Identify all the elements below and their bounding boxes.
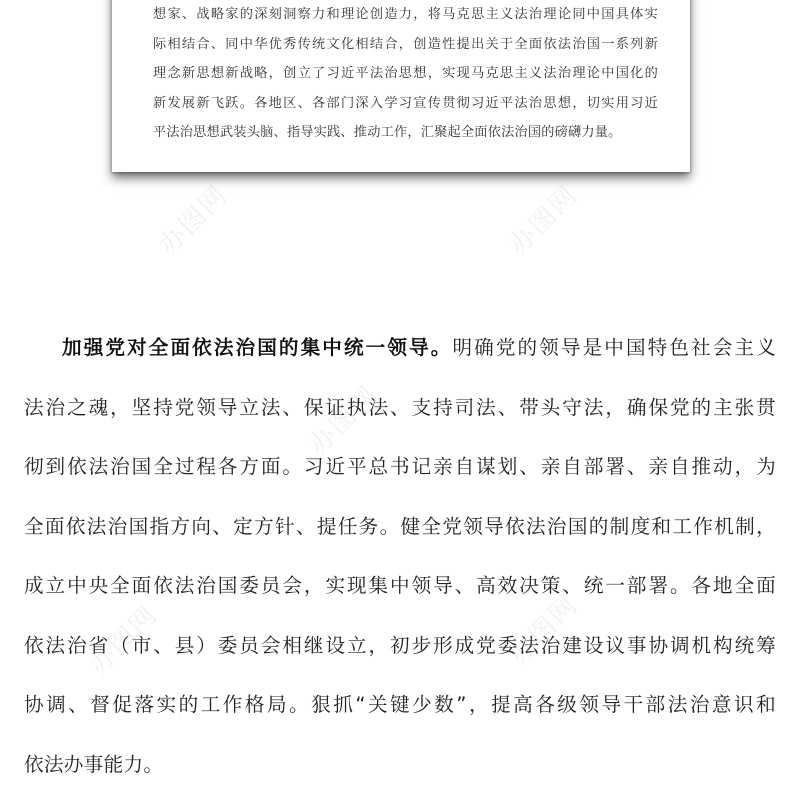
- quote-line: 理念新思想新战略，创立了习近平法治思想，实现马克思主义法治理论中国化的: [153, 66, 658, 81]
- body-paragraph: [24, 318, 776, 794]
- watermark: 办图网: [153, 179, 235, 261]
- quote-line: 想家、战略家的深刻洞察力和理论创造力，将马克思主义法治理论同中国具体实: [153, 7, 658, 22]
- quote-line: 新发展新飞跃。各地区、各部门深入学习宣传贯彻习近平法治思想，切实用习近: [153, 95, 658, 111]
- paragraph-lead: 加强党对全面依法治国的集中统一领导。: [62, 336, 453, 359]
- paragraph-line: 依法治省（市、县）委员会相继设立，初步形成党委法治建设议事协调机构统筹: [24, 633, 776, 657]
- paragraph-line: 依法办事能力。: [24, 752, 164, 776]
- paragraph-line: 协调、督促落实的工作格局。狠抓“关键少数”，提高各级领导干部法治意识和: [24, 693, 776, 716]
- paragraph-first-line: [24, 318, 776, 378]
- paragraph-line: 彻到依法治国全过程各方面。习近平总书记亲自谋划、亲自部署、亲自推动，为: [24, 455, 776, 478]
- watermark: 办图网: [83, 599, 165, 681]
- quote-line: 平法治思想武装头脑、指导实践、推动工作，汇聚起全面依法治国的磅礴力量。: [153, 125, 622, 140]
- paragraph-line: 成立中央全面依法治国委员会，实现集中领导、高效决策、统一部署。各地全面: [24, 574, 776, 597]
- watermark: 办图网: [503, 589, 585, 671]
- watermark: 办图网: [303, 379, 385, 461]
- watermark: 办图网: [503, 179, 585, 261]
- quote-line: 际相结合、同中华优秀传统文化相结合，创造性提出关于全面依法治国一系列新: [153, 36, 658, 52]
- quote-card: [112, 0, 690, 172]
- paragraph-line: 法治之魂，坚持党领导立法、保证执法、支持司法、带头守法，确保党的主张贯: [24, 395, 776, 419]
- paragraph-line: 全面依法治国指方向、定方针、提任务。健全党领导依法治国的制度和工作机制，: [24, 514, 776, 538]
- paragraph-first-line-rest: 明确党的领导是中国特色社会主义: [452, 336, 776, 359]
- quote-card-text: [153, 0, 658, 148]
